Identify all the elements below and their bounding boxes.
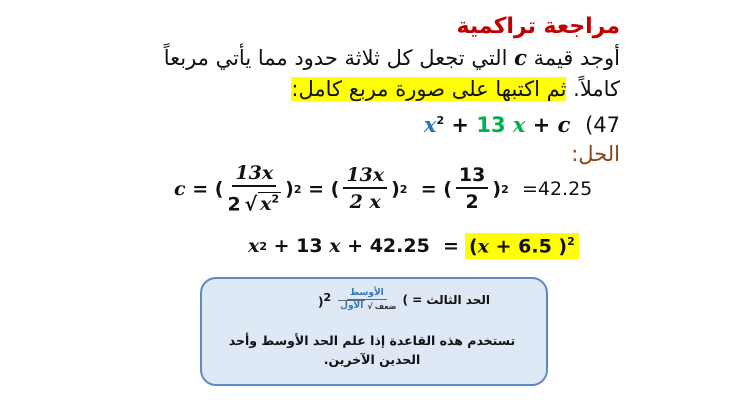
problem-47 [424, 112, 620, 137]
rhs-tail: + 6.5 ) [495, 235, 568, 258]
rule-numerator: الأوسط [347, 287, 387, 300]
term-x-linear: x [512, 112, 526, 137]
instruction-plain: كاملاً. [566, 77, 620, 101]
den1-radicand-x: x [260, 193, 272, 216]
rule-den-radicand: الأول [340, 301, 364, 311]
plus-2: + [532, 113, 551, 137]
instruction-line-1 [164, 45, 620, 70]
final-plus-13: + 13 [273, 235, 323, 258]
term-c: c [557, 112, 571, 137]
problem-expression [424, 113, 571, 137]
rhs-open-paren: ( [468, 235, 478, 258]
perfect-square-highlight [465, 233, 579, 259]
open-paren-1: ( [214, 178, 224, 201]
plus-1: + [451, 113, 470, 137]
rule-eq-sign: = [412, 292, 423, 307]
rule-fraction [337, 287, 396, 312]
problem-number: 47) [585, 113, 620, 137]
close-paren-1: ) [285, 178, 294, 201]
solution-label: الحل: [571, 142, 620, 166]
instruction-part-2: التي تجعل كل ثلاثة حدود مما يأتي مربعاً [163, 46, 515, 70]
eq-sign-2: = [308, 178, 325, 201]
open-paren-2: ( [330, 178, 340, 201]
square-2: 2 [399, 182, 408, 196]
instruction-highlight: ثم اكتبها على صورة مربع كامل: [291, 77, 567, 101]
den1-coef: 2 [227, 193, 241, 216]
final-x-exp: 2 [259, 239, 267, 253]
fraction-1-numerator: 13x [232, 162, 276, 187]
final-x-linear: x [329, 235, 341, 258]
square-1: 2 [293, 182, 302, 196]
c-result: =42.25 [521, 178, 593, 201]
fraction-1 [227, 162, 281, 216]
close-paren-3: ) [492, 178, 502, 201]
open-paren-3: ( [443, 178, 452, 201]
fraction-3-numerator: 13 [456, 164, 488, 189]
rule-sqrt-sign: √ [367, 302, 373, 311]
instruction-part-1: أوجد قيمة [526, 46, 620, 70]
c-lhs: c [174, 178, 186, 201]
variable-c: c [514, 45, 527, 70]
square-3: 2 [501, 182, 509, 196]
rhs-x: x [477, 235, 489, 258]
close-paren-2: ) [391, 178, 400, 201]
rhs-exp: 2 [567, 235, 575, 248]
final-eq-sign: = [443, 235, 459, 258]
final-x: x [248, 235, 260, 258]
rule-denominator [337, 300, 396, 312]
rule-close: ) [318, 294, 324, 309]
fraction-1-denominator: 2 √ $x^2$ [227, 193, 280, 216]
term-x-exponent: 2 [436, 114, 445, 127]
rule-open-paren: ( [402, 292, 408, 307]
third-term-rule [318, 287, 490, 312]
fraction-3 [456, 164, 488, 214]
page-title: مراجعة تراكمية [456, 14, 620, 39]
final-constant: + 42.25 [347, 235, 430, 258]
den1-radicand-exp: 2 [271, 193, 280, 206]
eq-sign-3: = [420, 178, 437, 201]
coefficient-13: 13 [476, 113, 506, 137]
fraction-2-denominator: 2 x [349, 191, 381, 214]
rule-note: تستخدم هذه القاعدة إذا علم الحد الأوسط وأحد الحدين الآخرين. [228, 333, 516, 367]
fraction-3-denominator: 2 [465, 191, 479, 214]
c-equation [174, 162, 592, 216]
eq-sign-1: = [192, 178, 209, 201]
term-x: x [423, 112, 437, 137]
den1-radicand [258, 192, 281, 215]
rule-den-prefix: ضعف [374, 302, 397, 311]
fraction-2 [343, 164, 387, 214]
rule-exp: 2 [323, 290, 332, 304]
rule-lhs: الحد الثالث [426, 292, 490, 307]
fraction-2-numerator: 13x [343, 164, 387, 189]
perfect-square-equation [248, 233, 579, 259]
instruction-line-2 [291, 77, 620, 101]
rule-close-paren [318, 291, 331, 309]
